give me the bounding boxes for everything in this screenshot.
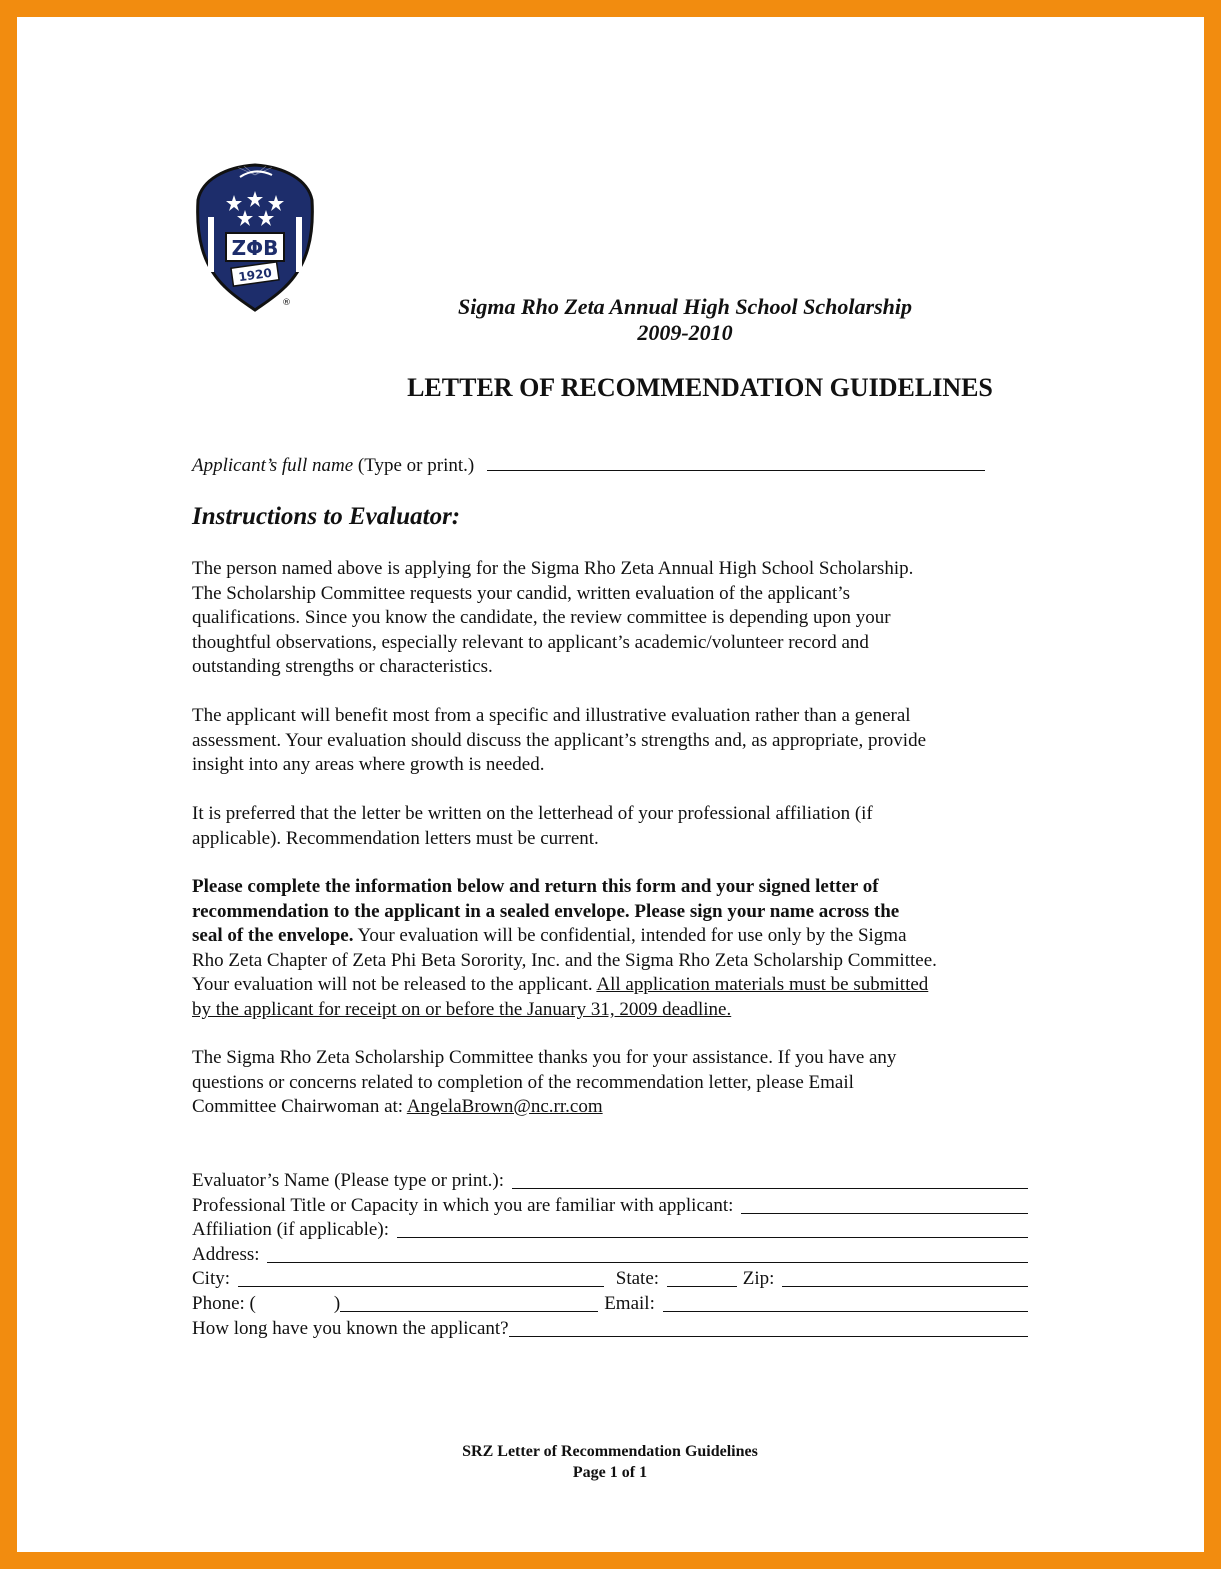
applicant-name-hint: (Type or print.) [353, 455, 475, 476]
p4-bold-line: Please complete the information below and return this form and your signed letter of [192, 876, 879, 897]
state-label: State: [615, 1268, 664, 1289]
address-label: Address: [192, 1244, 265, 1265]
paragraph-3 [192, 802, 1042, 851]
footer [300, 1441, 920, 1483]
p5-line: Committee Chairwoman at: [192, 1096, 407, 1118]
p1-line: The Scholarship Committee requests your candid, written evaluation of the applicant’s [192, 582, 850, 604]
p4-bold-line: recommendation to the applicant in a sealed envelope. Please sign your name across the [192, 900, 900, 922]
deadline-notice: All application materials must be submitted [596, 974, 929, 996]
city-label: City: [192, 1268, 235, 1289]
address-field[interactable] [267, 1262, 1028, 1263]
crest-letters: ZΦB [231, 236, 279, 260]
p4-line: Your evaluation will not be released to the applicant. [192, 974, 597, 996]
paragraph-2 [192, 704, 1042, 778]
applicant-name-field[interactable] [487, 452, 985, 471]
how-long-row [192, 1316, 1028, 1340]
page-title: LETTER OF RECOMMENDATION GUIDELINES [407, 373, 993, 402]
p4-bold-line: seal of the envelope. [192, 925, 354, 947]
affiliation-label: Affiliation (if applicable): [192, 1219, 394, 1240]
how-long-label: How long have you known the applicant? [192, 1318, 509, 1339]
p3-line: It is preferred that the letter be written on the letterhead of your professional affiliation (if [192, 803, 873, 824]
how-long-field[interactable] [509, 1336, 1028, 1337]
p1-line: qualifications. Since you know the candidate, the review committee is depending upon your [192, 607, 891, 629]
title-capacity-label: Professional Title or Capacity in which you are familiar with applicant: [192, 1195, 739, 1216]
footer-page-number: Page 1 of 1 [572, 1464, 648, 1481]
p5-line: questions or concerns related to completion of the recommendation letter, please Email [192, 1071, 854, 1093]
p2-line: The applicant will benefit most from a specific and illustrative evaluation rather than a general [192, 705, 911, 726]
phone-close-paren: ) [333, 1293, 341, 1314]
chairwoman-email-link[interactable]: AngelaBrown@nc.rr.com [406, 1096, 603, 1118]
footer-document-name: SRZ Letter of Recommendation Guidelines [462, 1443, 758, 1460]
evaluator-name-label: Evaluator’s Name (Please type or print.): [192, 1170, 509, 1191]
sorority-crest-logo [190, 155, 320, 315]
p4-line: Your evaluation will be confidential, intended for use only by the Sigma [353, 925, 907, 947]
applicant-name-label: Applicant’s full name [192, 455, 354, 476]
instructions-heading: Instructions to Evaluator: [192, 503, 461, 530]
city-field[interactable] [238, 1286, 604, 1287]
email-label: Email: [604, 1293, 660, 1314]
p4-line: Rho Zeta Chapter of Zeta Phi Beta Sorority, Inc. and the Sigma Rho Zeta Scholarship Committee. [192, 949, 937, 971]
p5-line: The Sigma Rho Zeta Scholarship Committee thanks you for your assistance. If you have any [192, 1047, 897, 1068]
paragraph-4 [192, 875, 1042, 1023]
p1-line: The person named above is applying for the Sigma Rho Zeta Annual High School Scholarship. [192, 558, 914, 579]
phone-label: Phone: ( [192, 1293, 256, 1314]
affiliation-field[interactable] [397, 1237, 1028, 1238]
zip-label: Zip: [742, 1268, 780, 1289]
p2-line: assessment. Your evaluation should discuss the applicant’s strengths and, as appropriate, provide [192, 729, 927, 751]
zip-field[interactable] [782, 1286, 1028, 1287]
p1-line: thoughtful observations, especially relevant to applicant’s academic/volunteer record and [192, 631, 869, 653]
state-field[interactable] [667, 1286, 737, 1287]
crest-year: 1920 [237, 265, 273, 285]
title-capacity-row [192, 1193, 1028, 1217]
title-capacity-field[interactable] [741, 1213, 1028, 1214]
evaluator-name-row [192, 1168, 1028, 1192]
paragraph-5 [192, 1046, 1042, 1120]
p3-line: applicable). Recommendation letters must be current. [192, 827, 599, 849]
registered-mark: ® [282, 298, 291, 308]
scholarship-year: 2009-2010 [637, 320, 733, 345]
deadline-notice: by the applicant for receipt on or before the January 31, 2009 deadline. [192, 998, 732, 1020]
paragraph-1 [192, 557, 1042, 680]
phone-email-row [192, 1291, 1028, 1315]
address-row [192, 1242, 1028, 1266]
affiliation-row [192, 1217, 1028, 1241]
evaluator-name-field[interactable] [512, 1188, 1028, 1189]
p2-line: insight into any areas where growth is needed. [192, 754, 545, 776]
email-field[interactable] [663, 1311, 1028, 1312]
city-state-zip-row [192, 1266, 1028, 1290]
scholarship-title: Sigma Rho Zeta Annual High School Scholarship [458, 294, 912, 319]
phone-field[interactable] [340, 1311, 598, 1312]
applicant-name-row [192, 452, 985, 477]
p1-line: outstanding strengths or characteristics. [192, 656, 493, 678]
